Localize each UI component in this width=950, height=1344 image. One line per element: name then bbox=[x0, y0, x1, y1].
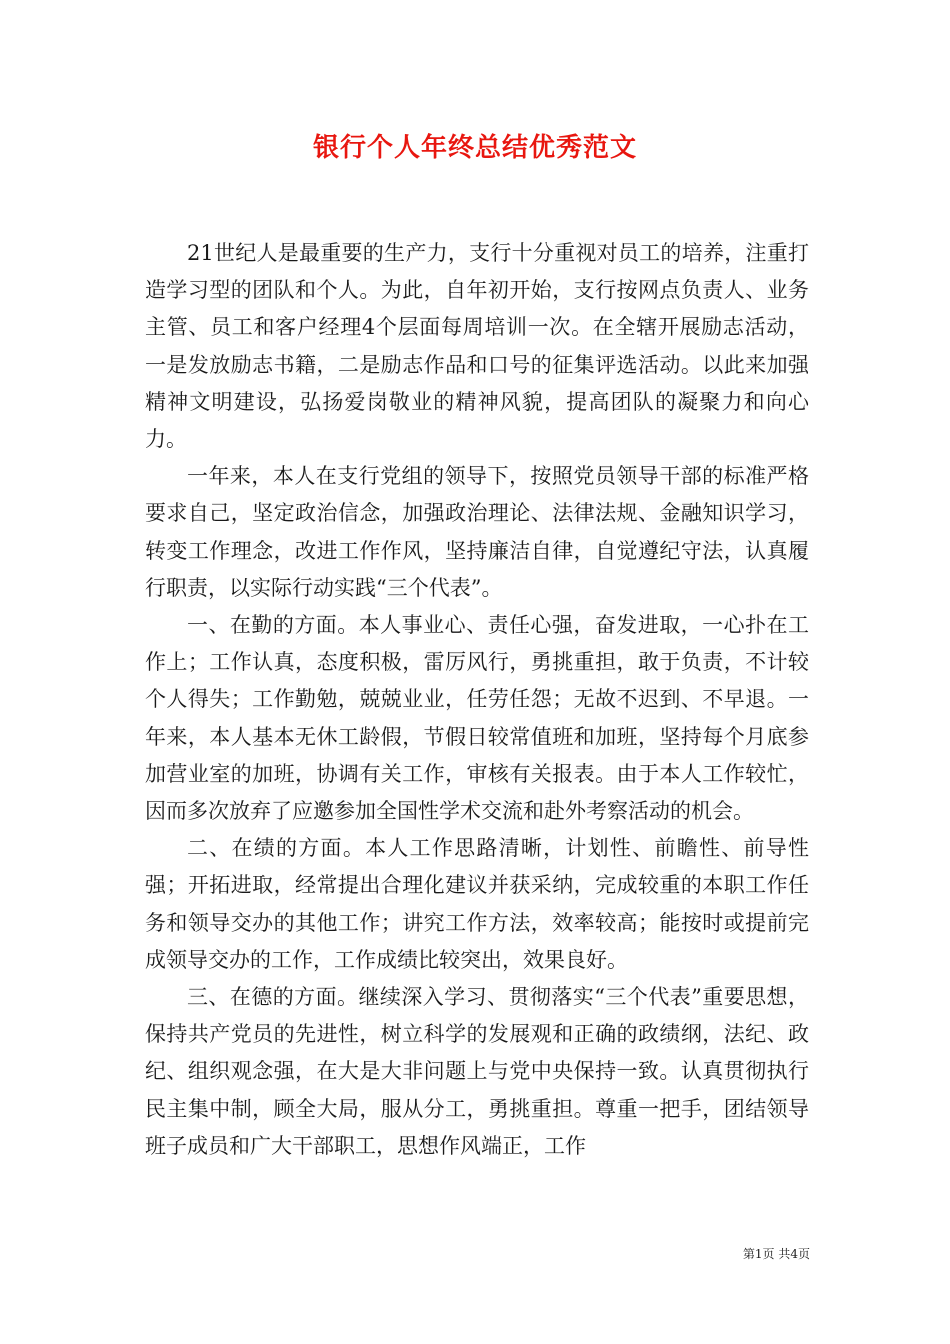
paragraph-1: 21世纪人是最重要的生产力，支行十分重视对员工的培养，注重打造学习型的团队和个人。为此，自年初开始，支行按网点负责人、业务主管、员工和客户经理4个层面每周培训一次。在全辖开展励志活动，一是发放励志书籍，二是励志作品和口号的征集评选活动。以此来加强精神文明建设，弘扬爱岗敬业的精神风貌，提高团队的凝聚力和向心力。 bbox=[145, 241, 809, 452]
paragraph-5: 三、在德的方面。继续深入学习、贯彻落实“三个代表”重要思想，保持共产党员的先进性，树立科学的发展观和正确的政绩纲，法纪、政纪、组织观念强，在大是大非问题上与党中央保持一致。认真贯彻执行民主集中制，顾全大局，服从分工，勇挑重担。尊重一把手，团结领导班子成员和广大干部职工，思想作风端正，工作 bbox=[145, 985, 809, 1158]
paragraph-2: 一年来，本人在支行党组的领导下，按照党员领导干部的标准严格要求自己，坚定政治信念，加强政治理论、法律法规、金融知识学习，转变工作理念，改进工作作风，坚持廉洁自律，自觉遵纪守法，认真履行职责，以实际行动实践“三个代表”。 bbox=[145, 464, 809, 600]
document-title: 银行个人年终总结优秀范文 bbox=[312, 133, 637, 163]
paragraph-3: 一、在勤的方面。本人事业心、责任心强，奋发进取，一心扑在工作上；工作认真，态度积极，雷厉风行，勇挑重担，敢于负责，不计较个人得失；工作勤勉，兢兢业业，任劳任怨；无故不迟到、不早退。一年来，本人基本无休工龄假，节假日较常值班和加班，坚持每个月底参加营业室的加班，协调有关工作，审核有关报表。由于本人工作较忙，因而多次放弃了应邀参加全国性学术交流和赴外考察活动的机会。 bbox=[145, 613, 809, 824]
page-number-footer: 第1页 共4页 bbox=[742, 1247, 810, 1261]
document-body bbox=[145, 235, 809, 1165]
paragraph-4: 二、在绩的方面。本人工作思路清晰，计划性、前瞻性、前导性强；开拓进取，经常提出合理化建议并获采纳，完成较重的本职工作任务和领导交办的其他工作；讲究工作方法，效率较高；能按时或提前完成领导交办的工作，工作成绩比较突出，效果良好。 bbox=[145, 836, 809, 972]
